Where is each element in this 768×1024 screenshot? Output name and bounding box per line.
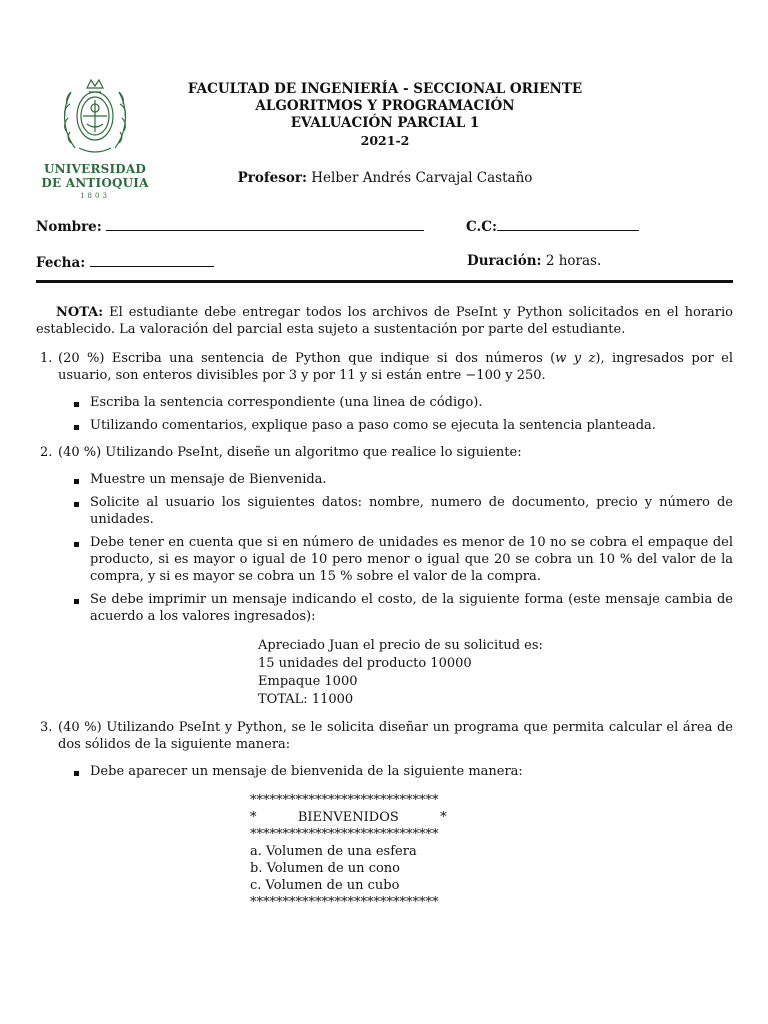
professor-label: Profesor: bbox=[237, 170, 307, 186]
nota-paragraph bbox=[36, 304, 733, 338]
welcome-banner bbox=[250, 792, 733, 911]
professor-line bbox=[150, 170, 620, 186]
cc-label: C.C: bbox=[466, 219, 497, 235]
exam-title: EVALUACIÓN PARCIAL 1 bbox=[290, 115, 480, 131]
university-seal-icon bbox=[57, 70, 133, 158]
question-2-bullets bbox=[58, 471, 733, 625]
duracion-label: Duración: bbox=[467, 253, 542, 269]
semester: 2021-2 bbox=[360, 133, 410, 148]
nota-text: El estudiante debe entregar todos los archivos de PseInt y Python solicitados en el horario establecido. La valoración del parcial esta sujeto a sustentación por parte del estudiante. bbox=[36, 305, 733, 337]
university-name bbox=[40, 162, 150, 190]
banner-option: b. Volumen de un cono bbox=[250, 861, 400, 876]
duracion-field bbox=[467, 253, 601, 269]
duracion-value: 2 horas. bbox=[545, 253, 602, 269]
banner-option: a. Volumen de una esfera bbox=[250, 844, 417, 859]
bullet-item: Escriba la sentencia correspondiente (una linea de código). bbox=[58, 394, 733, 411]
example-line: TOTAL: 11000 bbox=[258, 692, 354, 707]
exam-header bbox=[150, 81, 620, 149]
example-output bbox=[258, 637, 733, 709]
banner-welcome: * BIENVENIDOS * bbox=[250, 810, 447, 825]
question-number: 2. bbox=[40, 445, 53, 460]
nombre-field bbox=[36, 217, 424, 235]
banner-stars: ***************************** bbox=[250, 793, 439, 808]
course-title: ALGORITMOS Y PROGRAMACIÓN bbox=[255, 98, 515, 114]
question-text: (20 %) Escriba una sentencia de Python que indique si dos números ( bbox=[58, 351, 556, 366]
question-text-cont: ), ingresados por el usuario, son enteros divisibles por 3 y por 11 y si están entre −100 y 250. bbox=[58, 351, 733, 383]
bullet-item: Utilizando comentarios, explique paso a paso como se ejecuta la sentencia planteada. bbox=[58, 417, 733, 434]
nombre-label: Nombre: bbox=[36, 219, 102, 235]
example-line: 15 unidades del producto 10000 bbox=[258, 656, 472, 671]
example-line: Empaque 1000 bbox=[258, 674, 358, 689]
banner-stars: ***************************** bbox=[250, 827, 439, 842]
fecha-blank[interactable] bbox=[90, 253, 214, 267]
bullet-item: Debe aparecer un mensaje de bienvenida de la siguiente manera: bbox=[58, 763, 733, 780]
question-3 bbox=[36, 719, 733, 911]
fecha-label: Fecha: bbox=[36, 255, 86, 271]
university-year: 1803 bbox=[80, 192, 110, 200]
professor-name: Helber Andrés Carvajal Castaño bbox=[311, 170, 533, 186]
example-line: Apreciado Juan el precio de su solicitud es: bbox=[258, 638, 543, 653]
bullet-item: Solicite al usuario los siguientes datos: nombre, numero de documento, precio y número de unidades. bbox=[58, 494, 733, 528]
question-number: 1. bbox=[40, 351, 53, 366]
university-logo bbox=[40, 70, 150, 200]
exam-content bbox=[36, 304, 733, 921]
cc-blank[interactable] bbox=[497, 217, 639, 231]
question-2 bbox=[36, 444, 733, 709]
cc-field bbox=[466, 217, 639, 235]
banner-option: c. Volumen de un cubo bbox=[250, 878, 400, 893]
question-number: 3. bbox=[40, 720, 53, 735]
faculty-title: FACULTAD DE INGENIERÍA - SECCIONAL ORIENTE bbox=[187, 81, 583, 97]
bullet-item: Muestre un mensaje de Bienvenida. bbox=[58, 471, 733, 488]
nota-label: NOTA: bbox=[56, 305, 104, 320]
question-1 bbox=[36, 350, 733, 434]
fecha-field bbox=[36, 253, 214, 271]
bullet-item: Se debe imprimir un mensaje indicando el costo, de la siguiente forma (este mensaje cambia de acuerdo a los valores ingresados): bbox=[58, 591, 733, 625]
bullet-item: Debe tener en cuenta que si en número de unidades es menor de 10 no se cobra el empaque del producto, si es mayor o igual de 10 pero menor o igual que 20 se cobra un 10 % del valor de la compra, y si es mayor se cobra un 15 % sobre el valor de la compra. bbox=[58, 534, 733, 585]
university-name-line2: DE ANTIOQUIA bbox=[41, 176, 149, 190]
question-math: w y z bbox=[555, 351, 596, 366]
question-3-bullets bbox=[58, 763, 733, 780]
question-1-bullets bbox=[58, 394, 733, 434]
question-text: (40 %) Utilizando PseInt, diseñe un algoritmo que realice lo siguiente: bbox=[58, 445, 522, 460]
header-divider bbox=[36, 280, 733, 283]
banner-stars: ***************************** bbox=[250, 895, 439, 910]
university-name-line1: UNIVERSIDAD bbox=[43, 162, 147, 176]
nombre-blank[interactable] bbox=[106, 217, 424, 231]
question-text: (40 %) Utilizando PseInt y Python, se le solicita diseñar un programa que permita calcular el área de dos sólidos de la siguiente manera: bbox=[58, 720, 733, 752]
